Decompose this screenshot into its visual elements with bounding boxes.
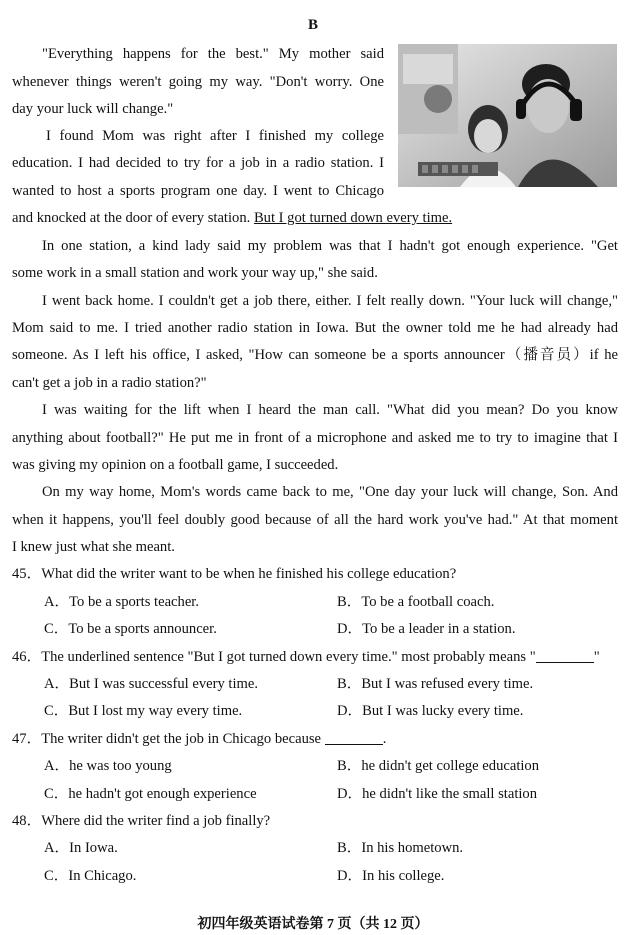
question-stem-end: " — [593, 649, 600, 665]
passage-line: when it happens, you'll feel doubly good because of all the hard work you've had." At that moment — [12, 512, 618, 528]
passage-line: was giving my opinion on a football game, I succeeded. — [12, 457, 339, 473]
passage-line: I was waiting for the lift when I heard the man call. "What did you mean? Do you know — [42, 402, 618, 418]
question-number: 47． — [12, 731, 42, 747]
passage-line: someone. As I left his office, I asked, "How can someone be a sports announcer（播音员）if he — [12, 347, 618, 363]
question-47 — [12, 729, 618, 749]
option-d[interactable]: D．But I was lucky every time. — [337, 703, 524, 719]
passage-line: education. I had decided to try for a job in a radio station. I — [12, 155, 384, 171]
question-stem-end: . — [382, 731, 387, 747]
option-c[interactable]: C．But I lost my way every time. — [44, 703, 243, 719]
option-c[interactable]: C．To be a sports announcer. — [44, 621, 217, 637]
passage-line — [12, 208, 618, 228]
passage-line: wanted to host a sports program one day. I went to Chicago — [12, 183, 384, 199]
option-c[interactable]: C．In Chicago. — [44, 868, 137, 884]
option-d[interactable]: D．he didn't like the small station — [337, 786, 538, 802]
question-stem: The writer didn't get the job in Chicago because — [41, 731, 322, 747]
passage-line: anything about football?" He put me in front of a microphone and asked me to try to imagine that I — [12, 430, 618, 446]
answer-blank[interactable] — [325, 730, 383, 745]
answer-blank[interactable] — [536, 648, 594, 663]
question-45 — [12, 564, 618, 584]
question-number: 46． — [12, 649, 42, 665]
option-a[interactable]: A．But I was successful every time. — [44, 676, 258, 692]
passage-line: Mom said to me. I tried another radio station in Iowa. But the owner told me he had already had — [12, 320, 618, 336]
option-d[interactable]: D．In his college. — [337, 868, 445, 884]
question-stem: Where did the writer find a job finally? — [41, 813, 271, 829]
option-a[interactable]: A．To be a sports teacher. — [44, 594, 200, 610]
passage-text: and knocked at the door of every station. — [12, 210, 254, 226]
question-stem: What did the writer want to be when he finished his college education? — [41, 566, 457, 582]
option-c[interactable]: C．he hadn't got enough experience — [44, 786, 257, 802]
question-number: 45． — [12, 566, 42, 582]
passage-line: day your luck will change." — [12, 101, 174, 117]
passage-line: whenever things weren't going my way. "Don't worry. One — [12, 74, 384, 90]
option-b[interactable]: B．To be a football coach. — [337, 594, 495, 610]
passage-line: I found Mom was right after I finished my college — [46, 128, 384, 144]
passage-line: On my way home, Mom's words came back to me, "One day your luck will change, Son. And — [42, 484, 618, 500]
question-stem: The underlined sentence "But I got turned down every time." most probably means " — [41, 649, 536, 665]
passage-line: "Everything happens for the best." My mother said — [42, 46, 384, 62]
passage-line: can't get a job in a radio station?" — [12, 375, 207, 391]
section-label: B — [307, 17, 318, 33]
passage-line: I went back home. I couldn't get a job there, either. I felt really down. "Your luck will change," — [42, 293, 618, 309]
passage-line: In one station, a kind lady said my problem was that I hadn't got enough experience. "Get — [42, 238, 618, 254]
question-46 — [12, 647, 618, 667]
option-a[interactable]: A．he was too young — [44, 758, 172, 774]
question-48 — [12, 811, 618, 831]
option-a[interactable]: A．In Iowa. — [44, 840, 118, 856]
option-b[interactable]: B．In his hometown. — [337, 840, 464, 856]
option-b[interactable]: B．But I was refused every time. — [337, 676, 534, 692]
passage-line: I knew just what she meant. — [12, 539, 175, 555]
question-number: 48． — [12, 813, 42, 829]
underlined-sentence: But I got turned down every time. — [253, 210, 453, 226]
page-footer: 初四年级英语试卷第 7 页（共 12 页） — [197, 917, 429, 932]
option-b[interactable]: B．he didn't get college education — [337, 758, 540, 774]
passage-line: some work in a small station and work your way up," she said. — [12, 265, 378, 281]
option-d[interactable]: D．To be a leader in a station. — [337, 621, 516, 637]
